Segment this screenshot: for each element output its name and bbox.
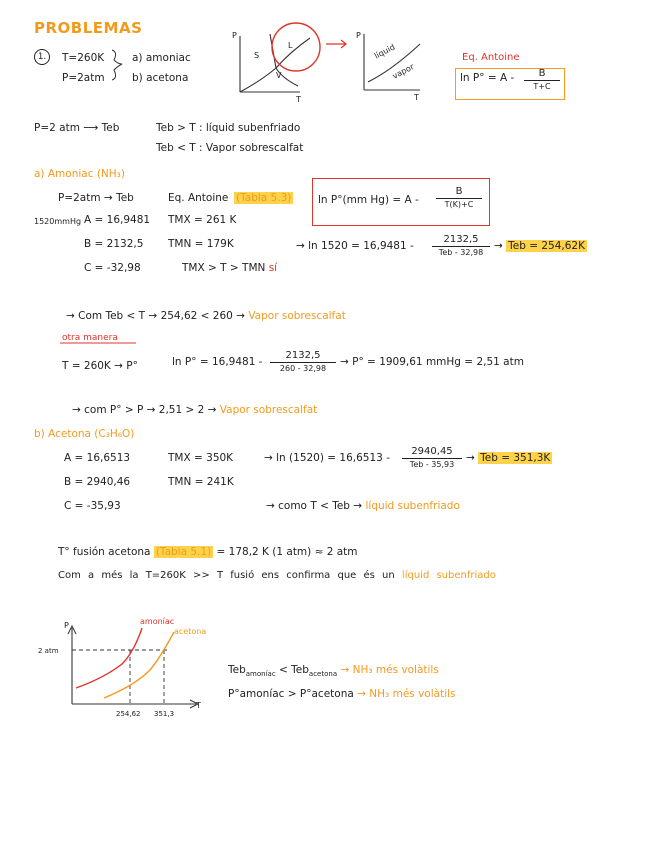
sketch2-p-label: P [356, 31, 361, 40]
antoine-units-den: T(K)+C [444, 200, 474, 209]
sketch2-t-label: T [414, 93, 419, 102]
part-b-const-c: C = -35,93 [64, 500, 121, 512]
problem-number: 1. [34, 49, 50, 65]
part-a-comparison2-text: → com P° > P → 2,51 > 2 → [72, 404, 217, 416]
conclusion-sub-amoniac: amoníac [245, 670, 276, 679]
vapor-pressure-graph [68, 626, 198, 708]
fusion-confirm-line [58, 570, 496, 582]
part-b-comparison-text: → como T < Teb → [266, 500, 363, 512]
antoine-lhs: ln P° = A - [460, 72, 515, 84]
antoine-den: T+C [533, 82, 551, 91]
sketch1-vapor-label: V [276, 71, 282, 80]
intro-case2: Teb < T : Vapor sobrescalfat [156, 142, 304, 154]
arrow-to-zoom [326, 40, 346, 48]
part-a-heading: a) Amoniac (NH₃) [34, 168, 125, 180]
part-b-tmn: TMN = 241K [168, 476, 234, 488]
part-b-tmx: TMX = 350K [168, 452, 234, 464]
part-b-ln-fraction [402, 446, 462, 471]
part-a-teb-value: Teb = 254,62K [508, 240, 585, 252]
part-b-comparison-result: líquid subenfriado [365, 500, 460, 512]
fusion-post: = 178,2 K (1 atm) ≈ 2 atm [216, 546, 358, 558]
part-a-p-fraction [270, 350, 336, 375]
part-b-heading: b) Acetona (C₃H₆O) [34, 428, 135, 440]
part-a-const-b: B = 2132,5 [84, 238, 144, 250]
part-a-table [234, 192, 293, 204]
sketch2-liquid-label: líquid [372, 42, 397, 61]
part-a-p-den: 260 - 32,98 [279, 364, 327, 373]
graph-patm-label: 2 atm [38, 647, 59, 655]
part-a-ln-den: Teb - 32,98 [438, 248, 484, 257]
part-a-comparison-text: → Com Teb < T → 254,62 < 260 → [66, 310, 245, 322]
antoine-units-num: B [436, 186, 482, 199]
sketch2-vapor-label: vapor [390, 62, 416, 81]
pressure-mmhg: 1520mmHg [34, 217, 82, 226]
part-a-range: TMX > T > TMN [182, 262, 266, 274]
part-b-ln-num: 2940,45 [402, 446, 462, 459]
part-a-eq: Eq. Antoine [168, 192, 229, 204]
option-a: a) amoniac [132, 52, 191, 64]
amoniac-curve [76, 628, 142, 688]
part-a-p-result: → P° = 1909,61 mmHg = 2,51 atm [340, 356, 524, 368]
intro-case1: Teb > T : líquid subenfriado [156, 122, 301, 134]
antoine-units-lhs: ln P°(mm Hg) = A - [318, 194, 419, 206]
sketch1-solid-label: S [254, 51, 260, 60]
graph-amoniac-label: amoníac [140, 617, 175, 626]
antoine-num: B [524, 68, 560, 81]
part-a-comparison-result: Vapor sobrescalfat [248, 310, 346, 322]
part-a-comparison2 [72, 404, 317, 416]
acetona-curve [104, 632, 174, 698]
conditions-brace [112, 50, 122, 80]
part-a-table-text: (Tabla 5.3) [236, 192, 292, 204]
part-a-range-yes: sí [268, 262, 278, 274]
part-a-comparison [66, 310, 346, 322]
conclusion-line2 [228, 688, 456, 700]
part-a-tmn: TMN = 179K [168, 238, 234, 250]
graph-p-label: P [64, 621, 69, 630]
part-a-ln-lhs: → ln 1520 = 16,9481 - [296, 240, 414, 252]
part-b-teb-value: Teb = 351,3K [480, 452, 551, 464]
conclusion-sub-acetona: acetona [308, 670, 338, 679]
phase-diagram-sketch [240, 34, 310, 92]
part-a-p-num: 2132,5 [270, 350, 336, 363]
graph-x2-label: 351,3 [154, 710, 175, 718]
conclusion-result2: → NH₃ més volàtils [357, 688, 456, 700]
part-b-comparison [266, 500, 460, 512]
part-a-p-lhs: ln P° = 16,9481 - [172, 356, 263, 368]
fusion-pre: T° fusión acetona [58, 546, 151, 558]
phase-highlight-circle [272, 23, 320, 71]
sketch1-p-label: P [232, 31, 237, 40]
part-b-const-a: A = 16,6513 [64, 452, 131, 464]
part-b-const-b: B = 2940,46 [64, 476, 131, 488]
temperature-condition: T=260K [62, 52, 105, 64]
antoine-fraction [524, 68, 560, 93]
part-b-teb-result: → Teb = 351,3K [466, 452, 551, 464]
fusion-line [58, 546, 358, 558]
conclusion-teb2: < Teb [279, 664, 309, 676]
part-a-pline: P=2atm → Teb [58, 192, 134, 204]
conclusion-pressures: P°amoníac > P°acetona [228, 688, 354, 700]
part-a-const-a: A = 16,9481 [84, 214, 151, 226]
page-title: PROBLEMAS [34, 19, 143, 37]
fusion-confirm-text: Com a més la T=260K >> T fusió ens confirma que és un [58, 570, 395, 581]
part-a-ln-fraction [432, 234, 490, 259]
part-a-tmx: TMX = 261 K [168, 214, 237, 226]
conclusion-line1 [228, 664, 439, 680]
part-a-teb-result: → Teb = 254,62K [494, 240, 585, 252]
intro-line1: P=2 atm ⟶ Teb [34, 122, 120, 134]
sketch1-liquid-label: L [288, 41, 293, 50]
pressure-condition: P=2atm [62, 72, 105, 84]
sketch1-t-label: T [296, 95, 301, 104]
fusion-confirm-result: líquid subenfriado [401, 570, 496, 581]
conclusion-teb: Teb [228, 664, 246, 676]
part-a-ln-num: 2132,5 [432, 234, 490, 247]
option-b: b) acetona [132, 72, 189, 84]
part-a-t-line: T = 260K → P° [62, 360, 138, 372]
graph-acetona-label: acetona [174, 627, 207, 636]
otra-manera-label: otra manera [62, 333, 118, 343]
conclusion-result1: → NH₃ més volàtils [340, 664, 439, 676]
graph-x1-label: 254,62 [116, 710, 141, 718]
antoine-label: Eq. Antoine [462, 52, 520, 63]
part-a-const-c: C = -32,98 [84, 262, 141, 274]
graph-t-label: T [196, 701, 201, 710]
part-a-comparison2-result: Vapor sobrescalfat [219, 404, 318, 416]
part-b-ln-lhs: → ln (1520) = 16,6513 - [264, 452, 390, 464]
part-b-ln-den: Teb - 35,93 [409, 460, 455, 469]
fusion-table: (Tabla 5.1) [155, 546, 212, 558]
part-a-range-check [182, 262, 277, 274]
antoine-units-fraction [436, 186, 482, 211]
